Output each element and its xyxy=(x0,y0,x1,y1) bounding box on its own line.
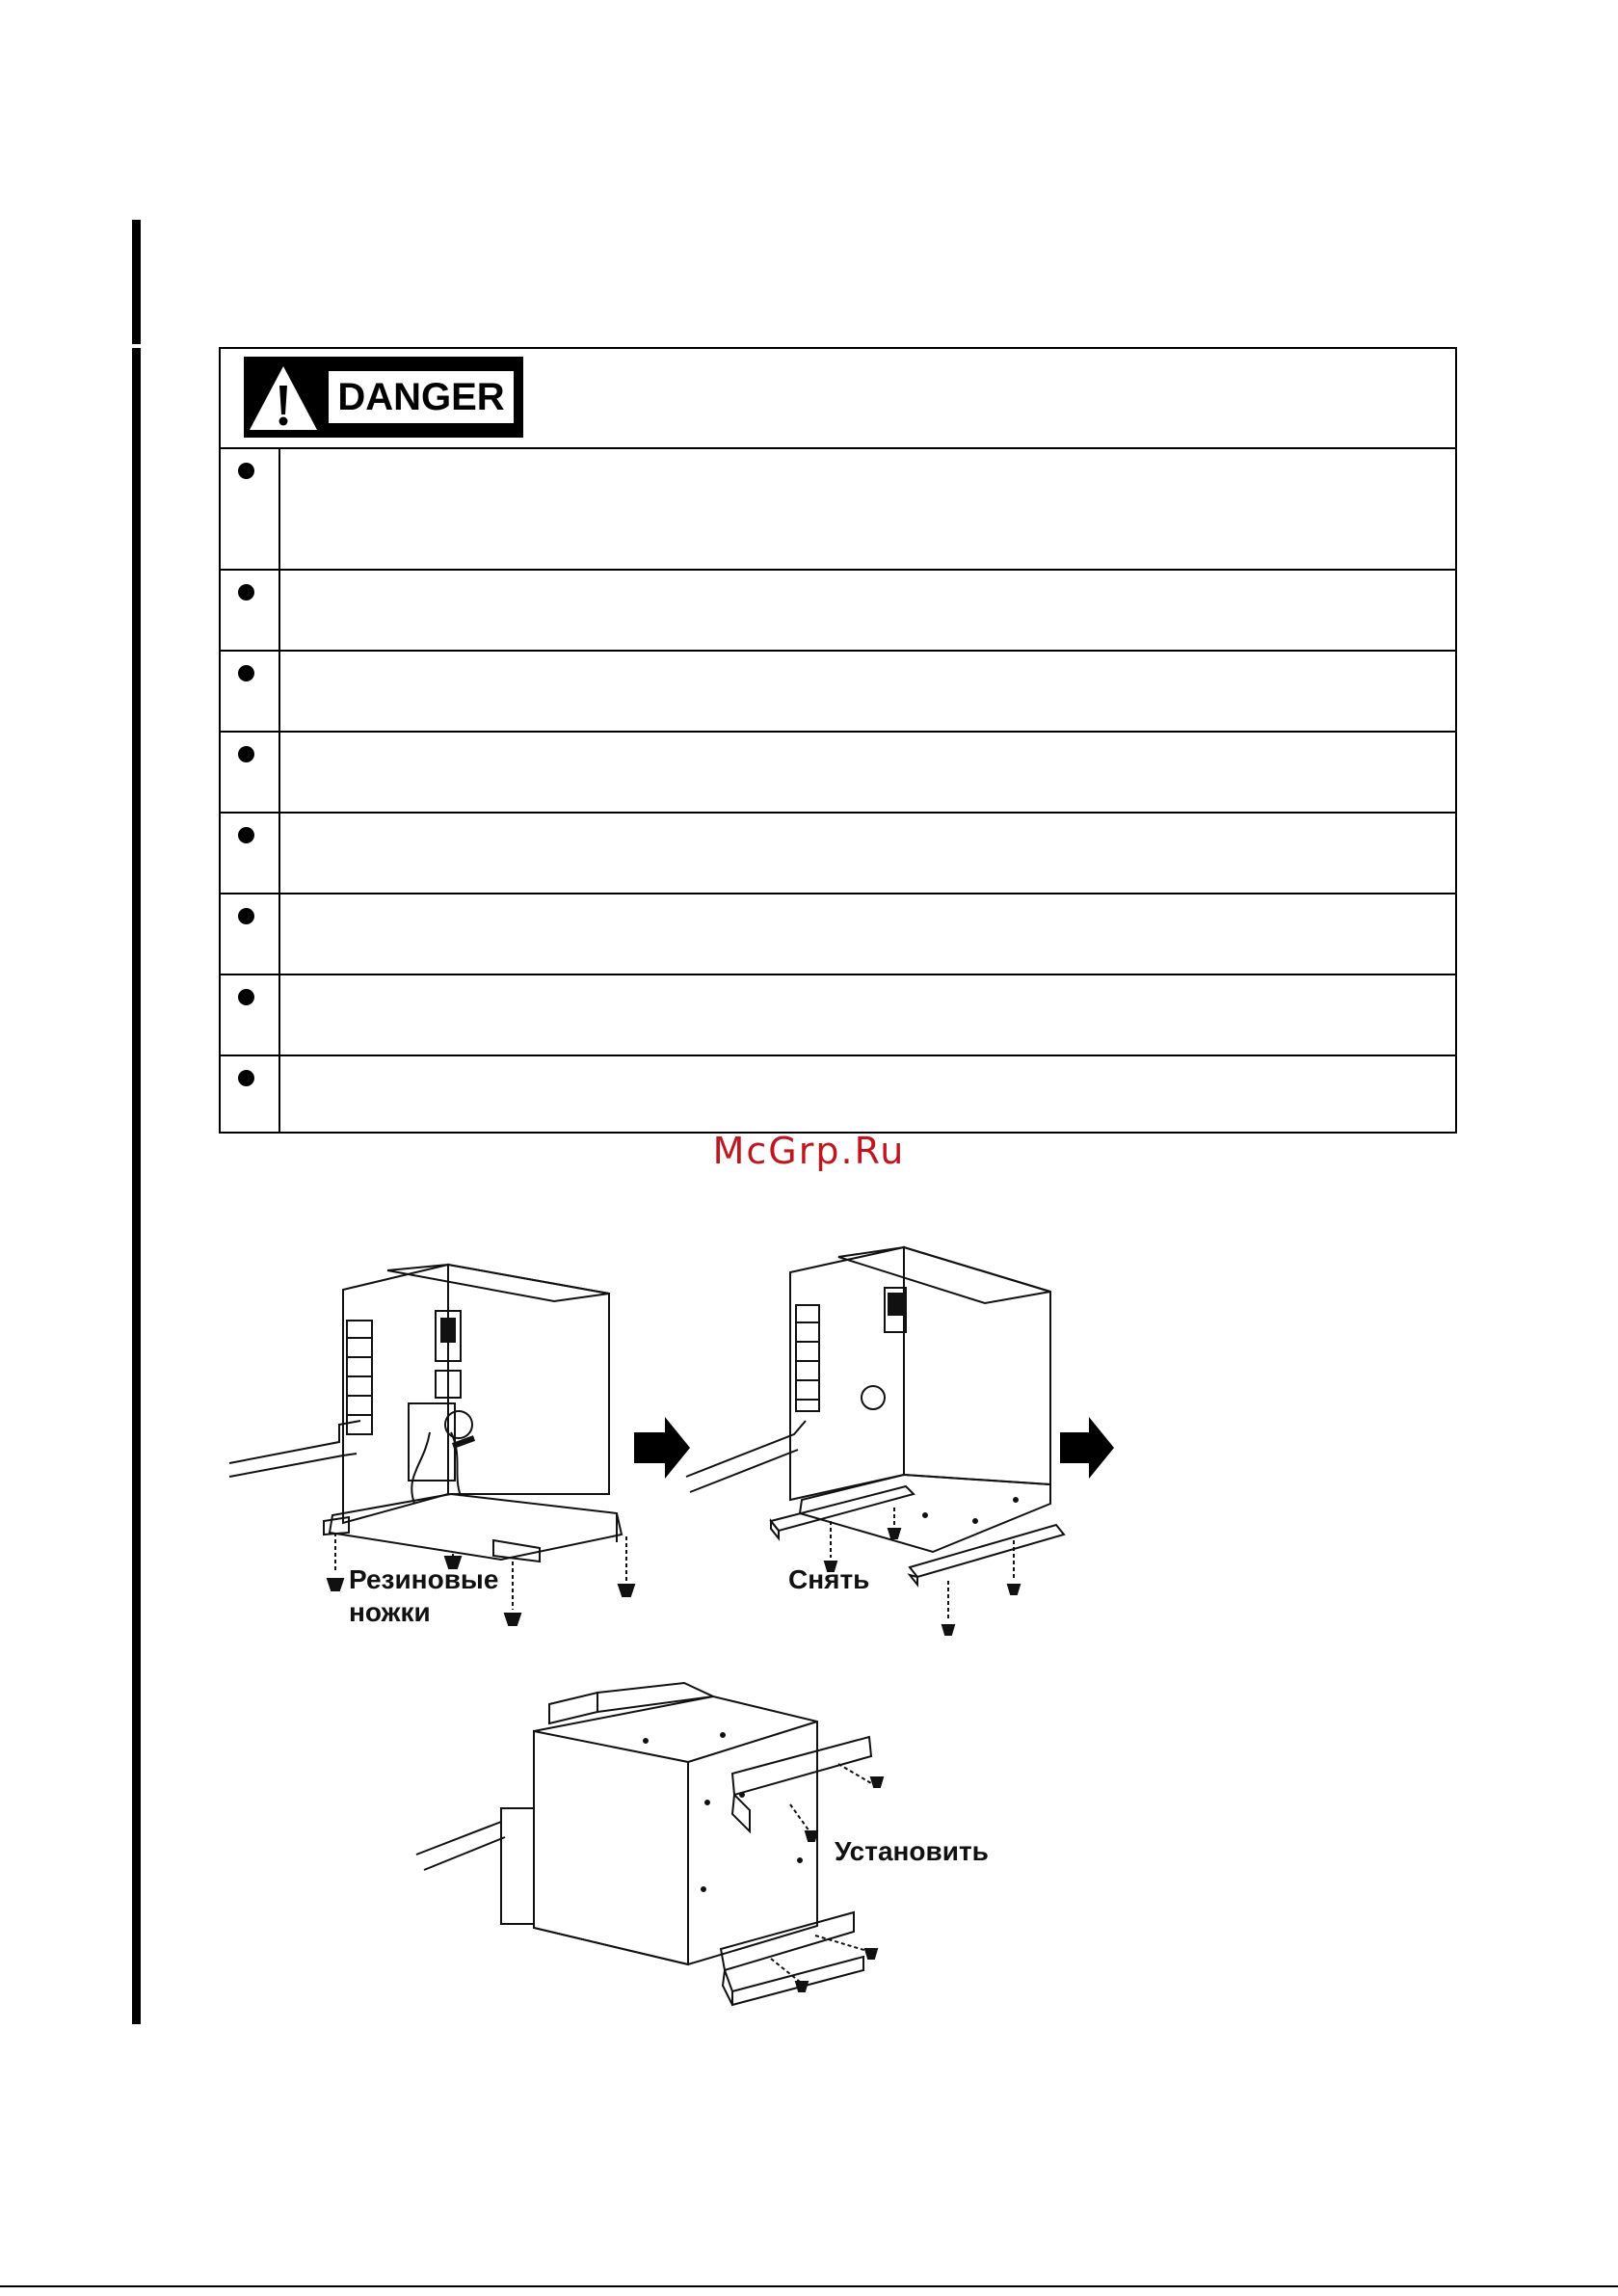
bullet-icon xyxy=(238,746,254,762)
unit-brackets-installed xyxy=(416,1683,883,2005)
bullet-icon xyxy=(238,665,254,681)
label-remove: Снять xyxy=(788,1564,870,1594)
installation-figure xyxy=(0,1215,1618,2043)
danger-item xyxy=(221,571,1455,652)
footer-rule xyxy=(0,2285,1618,2287)
bullet-icon xyxy=(238,989,254,1005)
watermark: McGrp.Ru xyxy=(712,1130,906,1172)
bullet-icon xyxy=(238,584,254,601)
section-bar-notch xyxy=(132,344,145,348)
danger-item xyxy=(221,894,1455,975)
arrow-right-icon xyxy=(1060,1417,1114,1479)
danger-badge xyxy=(244,357,523,438)
danger-label: DANGER xyxy=(329,371,514,423)
bullet-icon xyxy=(238,1070,254,1086)
danger-item xyxy=(221,449,1455,571)
label-rubber-feet: Резиновые ножки xyxy=(349,1564,499,1627)
bullet-icon xyxy=(238,908,254,924)
danger-header xyxy=(221,349,1455,449)
danger-table xyxy=(219,347,1457,1134)
danger-item xyxy=(221,652,1455,733)
label-install: Установить xyxy=(835,1836,989,1866)
danger-item xyxy=(221,733,1455,814)
danger-item xyxy=(221,814,1455,894)
bullet-icon xyxy=(238,463,254,479)
danger-item xyxy=(221,975,1455,1056)
warning-icon xyxy=(244,357,323,438)
unit-feet-removed xyxy=(686,1247,1064,1635)
danger-item xyxy=(221,1056,1455,1132)
arrow-right-icon xyxy=(634,1417,690,1479)
bullet-icon xyxy=(238,827,254,843)
